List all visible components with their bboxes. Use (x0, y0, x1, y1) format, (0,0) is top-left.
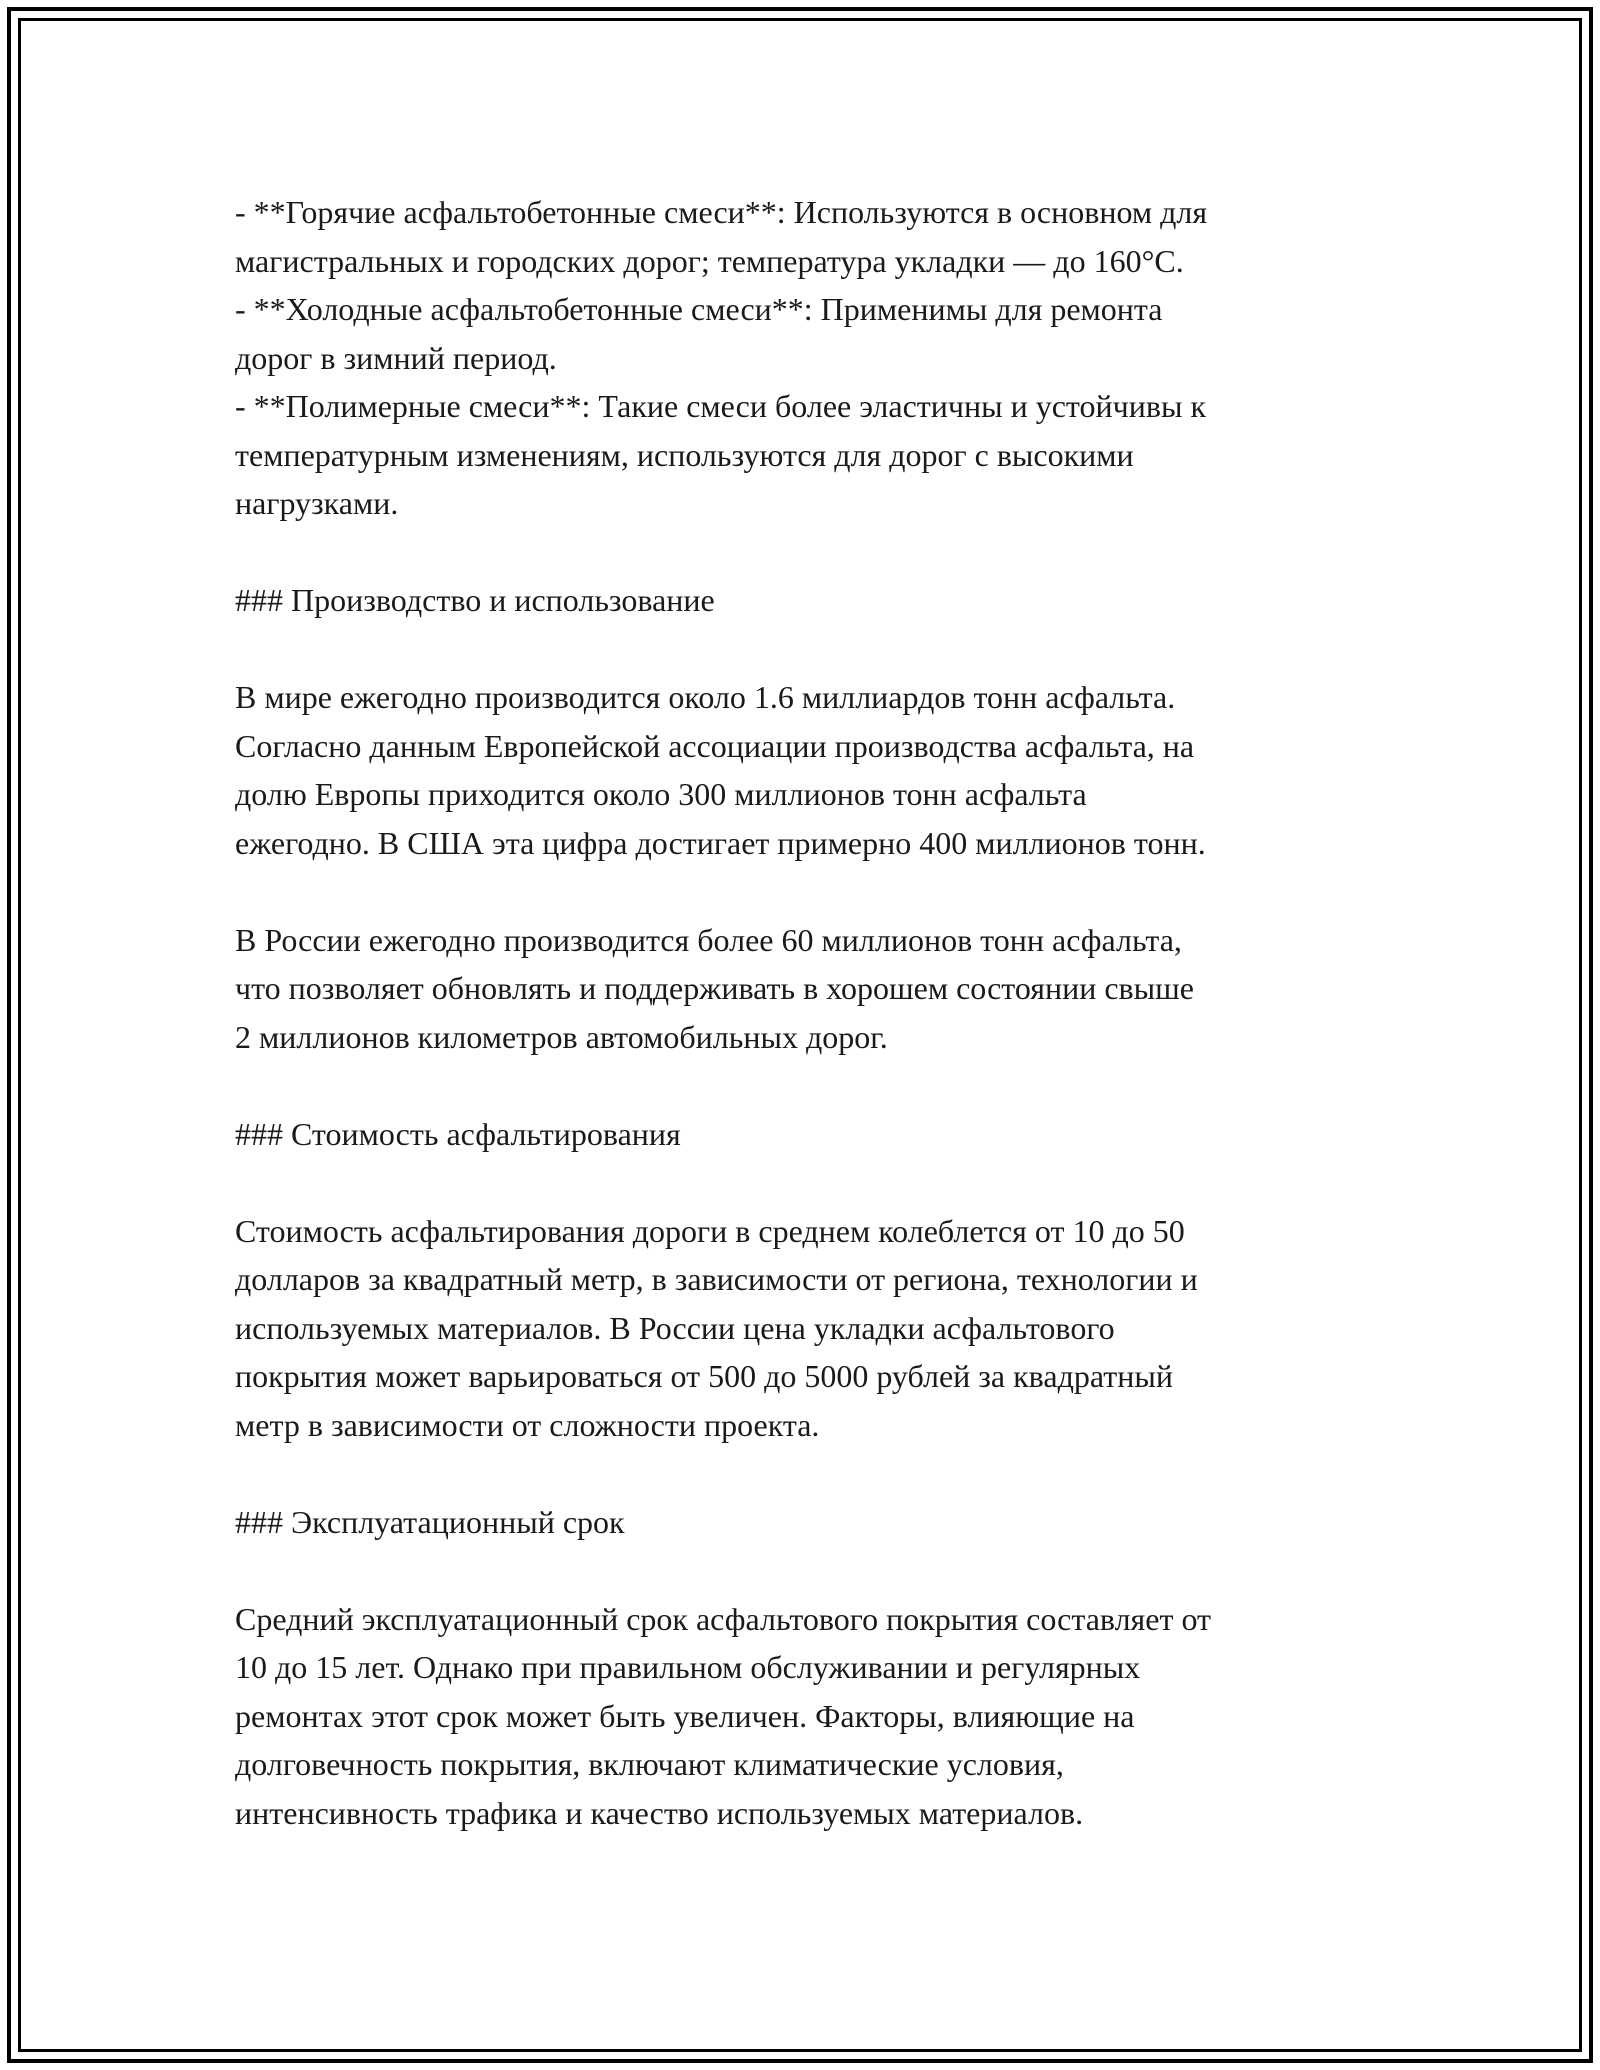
document-line: Стоимость асфальтирования дороги в среднем колеблется от 10 до 50 (235, 1212, 1185, 1249)
blank-line (235, 1546, 1375, 1595)
document-line: ежегодно. В США эта цифра достигает примерно 400 миллионов тонн. (235, 824, 1206, 861)
document-line: - **Полимерные смеси**: Такие смеси более эластичны и устойчивы к (235, 388, 1206, 424)
section-heading: ### Производство и использование (235, 582, 715, 618)
document-line: В мире ежегодно производится около 1.6 миллиардов тонн асфальта. (235, 679, 1176, 715)
document-line: 2 миллионов километров автомобильных дорог. (235, 1018, 888, 1055)
document-line: долговечность покрытия, включают климатические условия, (235, 1746, 1064, 1782)
document-line: долю Европы приходится около 300 миллионов тонн асфальта (235, 776, 1087, 812)
blank-line (235, 1061, 1375, 1110)
document-line: метр в зависимости от сложности проекта. (235, 1406, 820, 1443)
document-line: Средний эксплуатационный срок асфальтового покрытия составляет от (235, 1600, 1212, 1637)
document-line: покрытия может варьироваться от 500 до 5000 рублей за квадратный (235, 1358, 1173, 1394)
document-line: 10 до 15 лет. Однако при правильном обслуживании и регулярных (235, 1649, 1141, 1685)
document-line: нагрузками. (235, 485, 399, 521)
document-line: В России ежегодно производится более 60 миллионов тонн асфальта, (235, 921, 1182, 958)
section-heading: ### Стоимость асфальтирования (235, 1115, 681, 1152)
document-line: магистральных и городских дорог; температура укладки — до 160°C. (235, 242, 1184, 279)
document-line: - **Горячие асфальтобетонные смеси**: Используются в основном для (235, 194, 1208, 230)
blank-line (235, 867, 1375, 916)
blank-line (235, 1449, 1375, 1498)
document-line: используемых материалов. В России цена укладки асфальтового (235, 1309, 1115, 1346)
document-line: температурным изменениям, используются для дорог с высокими (235, 436, 1134, 473)
document-line: - **Холодные асфальтобетонные смеси**: Применимы для ремонта (235, 291, 1163, 327)
document-line: интенсивность трафика и качество используемых материалов. (235, 1794, 1084, 1831)
document-body (235, 188, 1375, 1837)
blank-line (235, 625, 1375, 674)
blank-line (235, 1158, 1375, 1207)
document-line: Согласно данным Европейской ассоциации производства асфальта, на (235, 727, 1195, 764)
blank-line (235, 528, 1375, 577)
document-line: долларов за квадратный метр, в зависимости от региона, технологии и (235, 1261, 1198, 1297)
document-line: что позволяет обновлять и поддерживать в хорошем состоянии свыше (235, 970, 1194, 1006)
section-heading: ### Эксплуатационный срок (235, 1503, 625, 1540)
document-line: ремонтах этот срок может быть увеличен. Факторы, влияющие на (235, 1697, 1135, 1734)
document-line: дорог в зимний период. (235, 339, 557, 376)
